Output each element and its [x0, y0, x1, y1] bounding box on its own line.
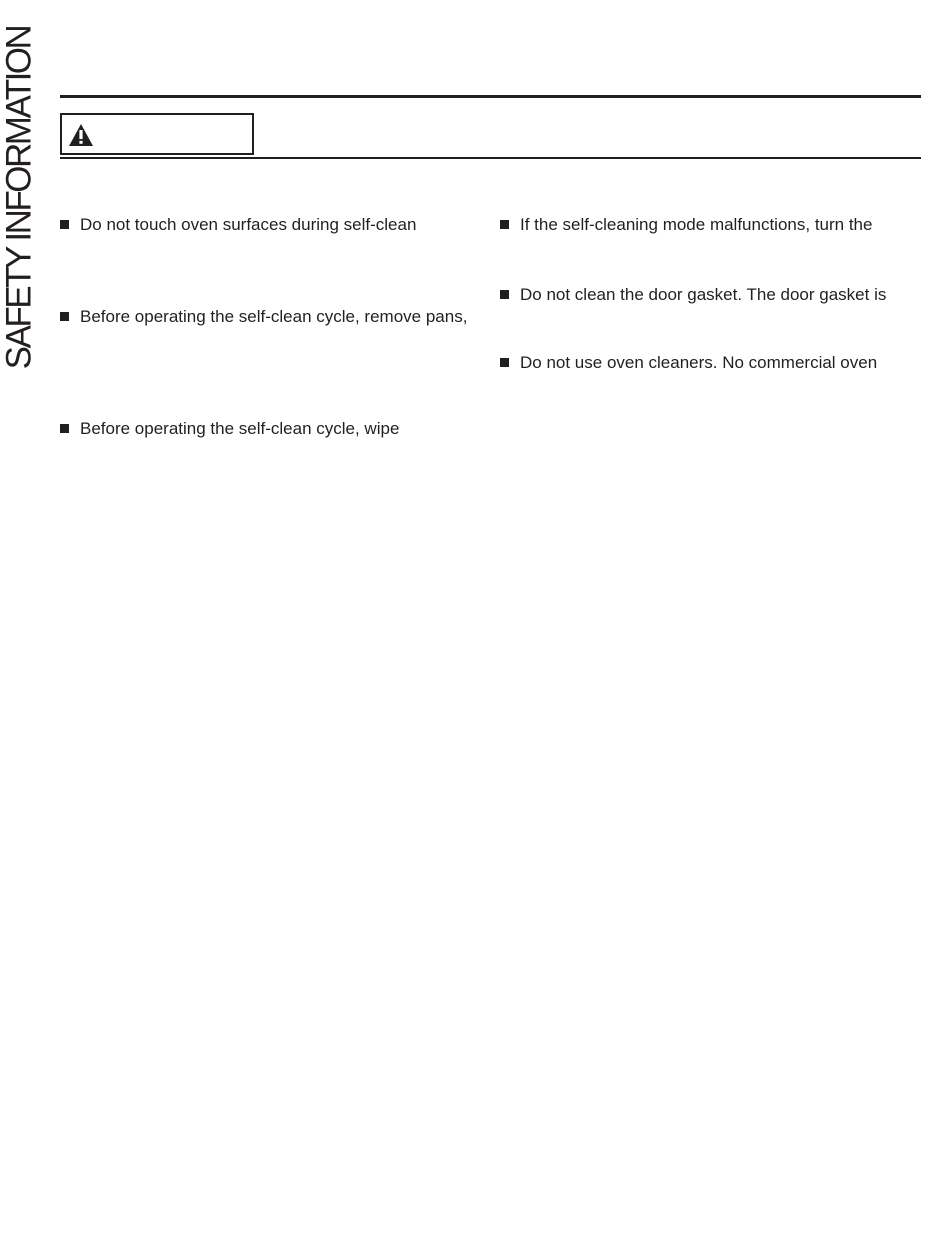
- header-rule-top: [60, 95, 921, 98]
- list-item-text: If the self-cleaning mode malfunctions, turn the: [520, 215, 873, 234]
- warning-triangle-icon: [68, 123, 94, 147]
- list-item-text: Before operating the self-clean cycle, remove pans,: [80, 307, 468, 326]
- list-item-text: Do not use oven cleaners. No commercial oven: [520, 353, 878, 372]
- bullet-icon: [60, 220, 69, 229]
- list-item: [500, 353, 877, 373]
- list-item-text: Do not touch oven surfaces during self-clean: [80, 215, 417, 234]
- list-item: [500, 285, 886, 305]
- list-item: [60, 419, 399, 439]
- header-rule-bottom: [60, 157, 921, 159]
- bullet-icon: [500, 358, 509, 367]
- section-side-tab: [0, 26, 39, 369]
- warning-box: [60, 113, 254, 155]
- list-item: [60, 215, 416, 235]
- list-item: [60, 307, 467, 327]
- section-side-tab-label: SAFETY INFORMATION: [0, 26, 39, 369]
- list-item-text: Do not clean the door gasket. The door gasket is: [520, 285, 887, 304]
- bullet-icon: [500, 220, 509, 229]
- bullet-icon: [60, 312, 69, 321]
- bullet-icon: [60, 424, 69, 433]
- bullet-icon: [500, 290, 509, 299]
- list-item: [500, 215, 872, 235]
- list-item-text: Before operating the self-clean cycle, wipe: [80, 419, 400, 438]
